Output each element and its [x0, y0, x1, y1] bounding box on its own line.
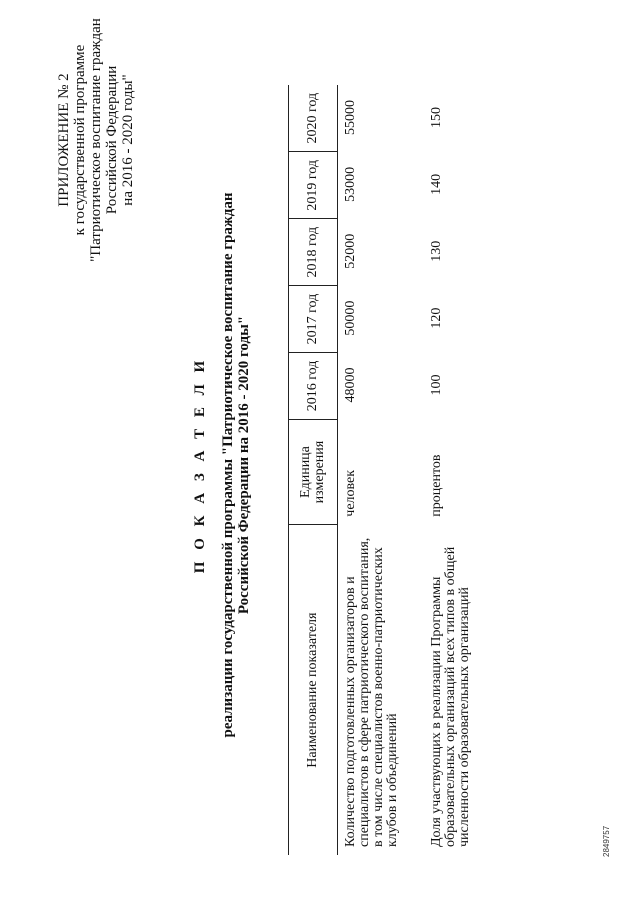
- table-row: [338, 85, 425, 855]
- header-2018: 2018 год: [289, 219, 338, 286]
- appendix-line: "Патриотическое воспитание граждан: [88, 18, 104, 262]
- header-2020: 2020 год: [289, 85, 338, 152]
- title-line: Российской Федерации на 2016 - 2020 годы": [236, 315, 252, 615]
- header-unit: Единица измерения: [289, 419, 338, 524]
- value-2017: 50000: [343, 300, 358, 336]
- value-2019: 53000: [343, 166, 358, 202]
- indicator-unit: процентов: [429, 454, 444, 517]
- value-2020: 150: [429, 106, 444, 128]
- table-row: [424, 85, 506, 855]
- value-2016: 48000: [343, 367, 358, 403]
- indicators-table: [288, 85, 506, 855]
- appendix-line: на 2016 - 2020 годы": [120, 74, 136, 206]
- table-header-row: [289, 85, 338, 855]
- indicator-name: Доля участвующих в реализации Программы образовательных организаций всех типов в общей численности образовательных организаций: [429, 546, 472, 847]
- header-name: Наименование показателя: [289, 525, 338, 855]
- document-number: 2849757: [602, 825, 611, 857]
- appendix-header: [56, 15, 136, 265]
- value-2018: 52000: [343, 233, 358, 269]
- value-2020: 55000: [343, 99, 358, 135]
- indicator-name: Количество подготовленных организаторов и специалистов в сфере патриотического воспитания, в том числе специалистов военно-патриотических клубов и объединений: [343, 537, 400, 847]
- title-line: реализации государственной программы "Патриотическое воспитание граждан: [220, 192, 236, 738]
- title-heading: П О К А З А Т Е Л И: [192, 356, 208, 574]
- value-2018: 130: [429, 240, 444, 262]
- appendix-number: ПРИЛОЖЕНИЕ № 2: [56, 73, 72, 207]
- value-2016: 100: [429, 374, 444, 396]
- header-2019: 2019 год: [289, 152, 338, 219]
- appendix-line: Российской Федерации: [104, 65, 120, 215]
- indicator-unit: человек: [343, 469, 358, 517]
- document-title: [192, 185, 252, 745]
- value-2019: 140: [429, 173, 444, 195]
- value-2017: 120: [429, 307, 444, 329]
- header-2017: 2017 год: [289, 286, 338, 353]
- header-2016: 2016 год: [289, 353, 338, 420]
- appendix-line: к государственной программе: [72, 44, 88, 236]
